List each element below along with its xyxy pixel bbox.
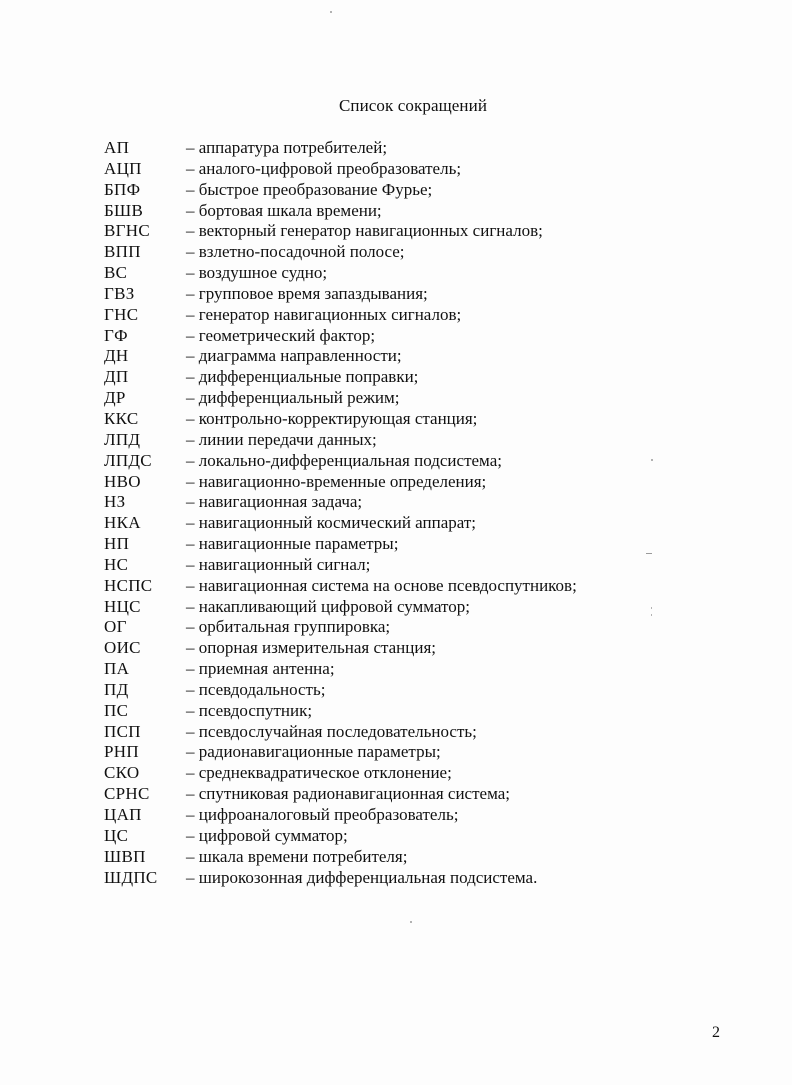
abbreviation-row — [104, 555, 724, 576]
scan-speck — [646, 553, 652, 554]
abbreviation-row — [104, 201, 724, 222]
abbreviation-definition: – цифроаналоговый преобразователь; — [186, 805, 459, 824]
abbreviation-row — [104, 284, 724, 305]
abbreviation-row — [104, 492, 724, 513]
abbreviation-definition: – генератор навигационных сигналов; — [186, 304, 462, 324]
abbreviation-term: ДН — [104, 346, 129, 366]
abbreviation-row — [104, 409, 724, 430]
abbreviation-definition: – псевдослучайная последовательность; — [186, 721, 477, 741]
abbreviation-term: ВС — [104, 263, 128, 283]
abbreviation-row — [104, 367, 724, 388]
abbreviation-row — [104, 263, 724, 284]
abbreviation-term: ККС — [104, 408, 139, 428]
abbreviation-definition: – дифференциальный режим; — [186, 388, 400, 408]
abbreviation-row — [104, 221, 724, 242]
abbreviation-term: СРНС — [104, 784, 150, 804]
abbreviation-definition: – навигационный космический аппарат; — [186, 513, 477, 533]
abbreviation-row — [104, 805, 724, 826]
abbreviation-row — [104, 576, 724, 597]
abbreviation-term: ДП — [104, 367, 129, 387]
abbreviation-row — [104, 868, 724, 889]
abbreviation-definition: – навигационные параметры; — [186, 534, 399, 554]
scan-speck — [651, 614, 652, 616]
abbreviation-definition: – бортовая шкала времени; — [186, 200, 382, 220]
abbreviation-definition: – векторный генератор навигационных сигналов; — [186, 221, 543, 241]
abbreviation-term: ДР — [104, 388, 126, 408]
abbreviation-row — [104, 430, 724, 451]
abbreviation-row — [104, 826, 724, 847]
abbreviation-definition: – среднеквадратическое отклонение; — [186, 763, 452, 783]
abbreviation-row — [104, 346, 724, 367]
abbreviation-definition: – орбитальная группировка; — [186, 617, 391, 637]
abbreviation-definition: – опорная измерительная станция; — [186, 638, 437, 658]
abbreviation-term: ГФ — [104, 325, 128, 345]
abbreviation-term: ВГНС — [104, 221, 150, 241]
abbreviation-row — [104, 451, 724, 472]
abbreviation-definition: – широкозонная дифференциальная подсистема. — [186, 867, 538, 887]
abbreviation-definition: – взлетно-посадочной полосе; — [186, 242, 405, 262]
abbreviation-definition: – радионавигационные параметры; — [186, 742, 441, 762]
abbreviation-term: ГНС — [104, 304, 139, 324]
abbreviation-term: НС — [104, 554, 129, 574]
abbreviation-definition: – диаграмма направленности; — [186, 346, 402, 366]
abbreviation-term: ЛПДС — [104, 450, 152, 470]
abbreviation-definition: – псевдоспутник; — [186, 700, 313, 720]
abbreviation-definition: – приемная антенна; — [186, 659, 335, 679]
abbreviation-term: ПА — [104, 659, 130, 679]
abbreviation-term: РНП — [104, 742, 139, 762]
abbreviation-term: ПС — [104, 700, 129, 720]
abbreviation-term: БШВ — [104, 200, 144, 220]
abbreviation-row — [104, 680, 724, 701]
page-number: 2 — [712, 1024, 720, 1041]
abbreviation-term: ПД — [104, 679, 129, 699]
abbreviation-row — [104, 659, 724, 680]
abbreviation-term: ПСП — [104, 721, 141, 741]
abbreviation-term: ЛПД — [104, 429, 141, 449]
abbreviation-definition: – аппаратура потребителей; — [186, 138, 388, 157]
abbreviation-definition: – дифференциальные поправки; — [186, 367, 419, 387]
abbreviation-definition: – шкала времени потребителя; — [186, 846, 408, 866]
abbreviation-term: ГВЗ — [104, 283, 135, 303]
abbreviation-term: НП — [104, 534, 130, 554]
abbreviation-term: БПФ — [104, 179, 141, 199]
abbreviation-term: АП — [104, 138, 130, 157]
abbreviation-term: ЦС — [104, 825, 129, 845]
page-title: Список сокращений — [338, 96, 488, 115]
abbreviation-term: НЦС — [104, 596, 141, 616]
abbreviation-definition: – геометрический фактор; — [186, 325, 376, 345]
scan-speck — [651, 607, 652, 609]
abbreviation-term: ЦАП — [104, 805, 142, 824]
abbreviation-list — [104, 138, 724, 888]
abbreviation-definition: – навигационный сигнал; — [186, 554, 371, 574]
abbreviation-row — [104, 388, 724, 409]
abbreviation-row — [104, 722, 724, 743]
scan-speck — [651, 459, 653, 461]
abbreviation-row — [104, 763, 724, 784]
abbreviation-row — [104, 638, 724, 659]
abbreviation-row — [104, 701, 724, 722]
abbreviation-definition: – групповое время запаздывания; — [186, 283, 428, 303]
abbreviation-row — [104, 847, 724, 868]
abbreviation-definition: – цифровой сумматор; — [186, 825, 348, 845]
abbreviation-term: ШДПС — [104, 867, 158, 887]
scan-speck — [330, 11, 332, 13]
abbreviation-definition: – локально-дифференциальная подсистема; — [186, 450, 502, 470]
abbreviation-definition: – аналого-цифровой преобразователь; — [186, 158, 462, 178]
abbreviation-row — [104, 138, 724, 159]
abbreviation-row — [104, 784, 724, 805]
abbreviation-term: НКА — [104, 513, 141, 533]
abbreviation-term: ОГ — [104, 617, 127, 637]
abbreviation-term: НЗ — [104, 492, 126, 512]
abbreviation-term: НСПС — [104, 575, 153, 595]
abbreviation-term: АЦП — [104, 158, 142, 178]
abbreviation-row — [104, 513, 724, 534]
abbreviation-term: ВПП — [104, 242, 141, 262]
abbreviation-definition: – псевдодальность; — [186, 679, 326, 699]
abbreviation-definition: – спутниковая радионавигационная система; — [186, 784, 510, 804]
abbreviation-definition: – навигационно-временные определения; — [186, 471, 487, 491]
abbreviation-term: ШВП — [104, 846, 146, 866]
abbreviation-row — [104, 326, 724, 347]
abbreviation-definition: – контрольно-корректирующая станция; — [186, 408, 478, 428]
abbreviation-definition: – накапливающий цифровой сумматор; — [186, 596, 470, 616]
abbreviation-row — [104, 159, 724, 180]
abbreviation-row — [104, 472, 724, 493]
abbreviation-row — [104, 742, 724, 763]
scan-speck — [410, 921, 412, 923]
abbreviation-definition: – воздушное судно; — [186, 263, 328, 283]
abbreviation-definition: – навигационная система на основе псевдоспутников; — [186, 575, 577, 595]
abbreviation-definition: – линии передачи данных; — [186, 429, 377, 449]
abbreviation-row — [104, 180, 724, 201]
abbreviation-definition: – навигационная задача; — [186, 492, 363, 512]
abbreviation-term: НВО — [104, 471, 141, 491]
abbreviation-definition: – быстрое преобразование Фурье; — [186, 179, 433, 199]
abbreviation-row — [104, 305, 724, 326]
abbreviation-row — [104, 534, 724, 555]
abbreviation-row — [104, 617, 724, 638]
abbreviation-term: ОИС — [104, 638, 141, 658]
abbreviation-row — [104, 597, 724, 618]
abbreviation-term: СКО — [104, 763, 140, 783]
abbreviation-row — [104, 242, 724, 263]
